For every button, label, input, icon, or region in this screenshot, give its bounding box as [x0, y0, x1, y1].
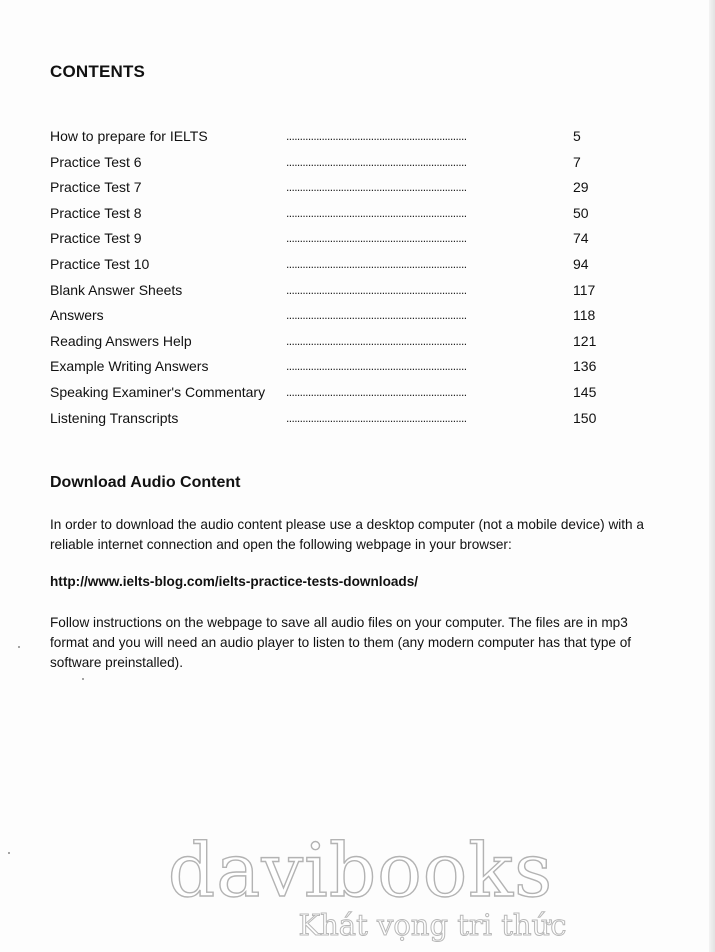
toc-dot-leader: .................................................................. [286, 231, 467, 246]
watermark-brand: davibooks [167, 828, 554, 914]
toc-dot-leader: .................................................................. [286, 333, 467, 348]
toc-entry [50, 203, 610, 229]
toc-entry-title: Reading Answers Help [50, 332, 192, 349]
toc-entry-title: Example Writing Answers [50, 358, 209, 375]
toc-entry [50, 305, 610, 331]
toc-entry [50, 331, 610, 357]
toc-entry-page: 117 [573, 281, 596, 298]
toc-dot-leader: .................................................................. [286, 359, 467, 374]
toc-entry-title: Answers [50, 307, 104, 324]
toc-entry-page: 50 [573, 204, 589, 221]
watermark-tagline: Khát vọng tri thức [298, 908, 567, 942]
toc-entry-title: How to prepare for IELTS [50, 128, 208, 144]
toc-entry-page: 150 [573, 409, 597, 426]
toc-entry [50, 382, 610, 408]
download-intro-paragraph: In order to download the audio content please use a desktop computer (not a mobile device) with a reliable internet connection and open the following webpage in your browser: [50, 517, 644, 552]
contents-heading: CONTENTS [50, 62, 146, 81]
toc-dot-leader: .................................................................. [286, 129, 467, 143]
toc-entry [50, 126, 610, 152]
scan-edge-shadow [709, 0, 715, 952]
toc-entry [50, 408, 610, 434]
toc-entry [50, 177, 610, 203]
toc-dot-leader: .................................................................. [286, 180, 467, 195]
toc-entry-title: Practice Test 9 [50, 230, 142, 247]
download-instructions-paragraph: Follow instructions on the webpage to save all audio files on your computer. The files are in mp3 format and you will need an audio player to listen to them (any modern computer has that type of software preinstalled). [50, 615, 632, 670]
toc-entry-page: 121 [573, 332, 597, 349]
toc-entry-page: 7 [573, 153, 581, 170]
toc-entry-title: Listening Transcripts [50, 409, 179, 426]
toc-entry [50, 254, 610, 280]
toc-entry [50, 356, 610, 382]
scan-speck [18, 646, 20, 648]
toc-entry [50, 228, 610, 254]
toc-dot-leader: .................................................................. [286, 410, 467, 425]
toc-dot-leader: .................................................................. [286, 384, 467, 399]
toc-entry-page: 145 [573, 383, 597, 400]
table-of-contents [50, 126, 610, 433]
toc-entry-title: Blank Answer Sheets [50, 281, 183, 298]
toc-entry-page: 29 [573, 179, 589, 196]
toc-dot-leader: .................................................................. [286, 256, 467, 271]
toc-dot-leader: .................................................................. [286, 205, 467, 220]
toc-dot-leader: .................................................................. [286, 282, 467, 297]
toc-dot-leader: .................................................................. [286, 308, 467, 323]
toc-entry-page: 74 [573, 230, 589, 247]
scan-speck [82, 678, 84, 680]
toc-dot-leader: .................................................................. [286, 154, 467, 169]
download-audio-heading: Download Audio Content [50, 474, 241, 491]
toc-entry-page: 5 [573, 128, 581, 144]
toc-entry-title: Practice Test 7 [50, 179, 142, 196]
toc-entry [50, 280, 610, 306]
toc-entry-page: 136 [573, 358, 597, 375]
toc-entry-title: Practice Test 6 [50, 153, 142, 170]
download-url-link[interactable]: http://www.ielts-blog.com/ielts-practice-tests-downloads/ [50, 574, 419, 589]
toc-entry-title: Speaking Examiner's Commentary [50, 383, 266, 400]
toc-entry-page: 118 [573, 307, 596, 324]
toc-entry-page: 94 [573, 255, 589, 272]
toc-entry [50, 152, 610, 178]
toc-entry-title: Practice Test 10 [50, 255, 150, 272]
toc-entry-title: Practice Test 8 [50, 204, 142, 221]
